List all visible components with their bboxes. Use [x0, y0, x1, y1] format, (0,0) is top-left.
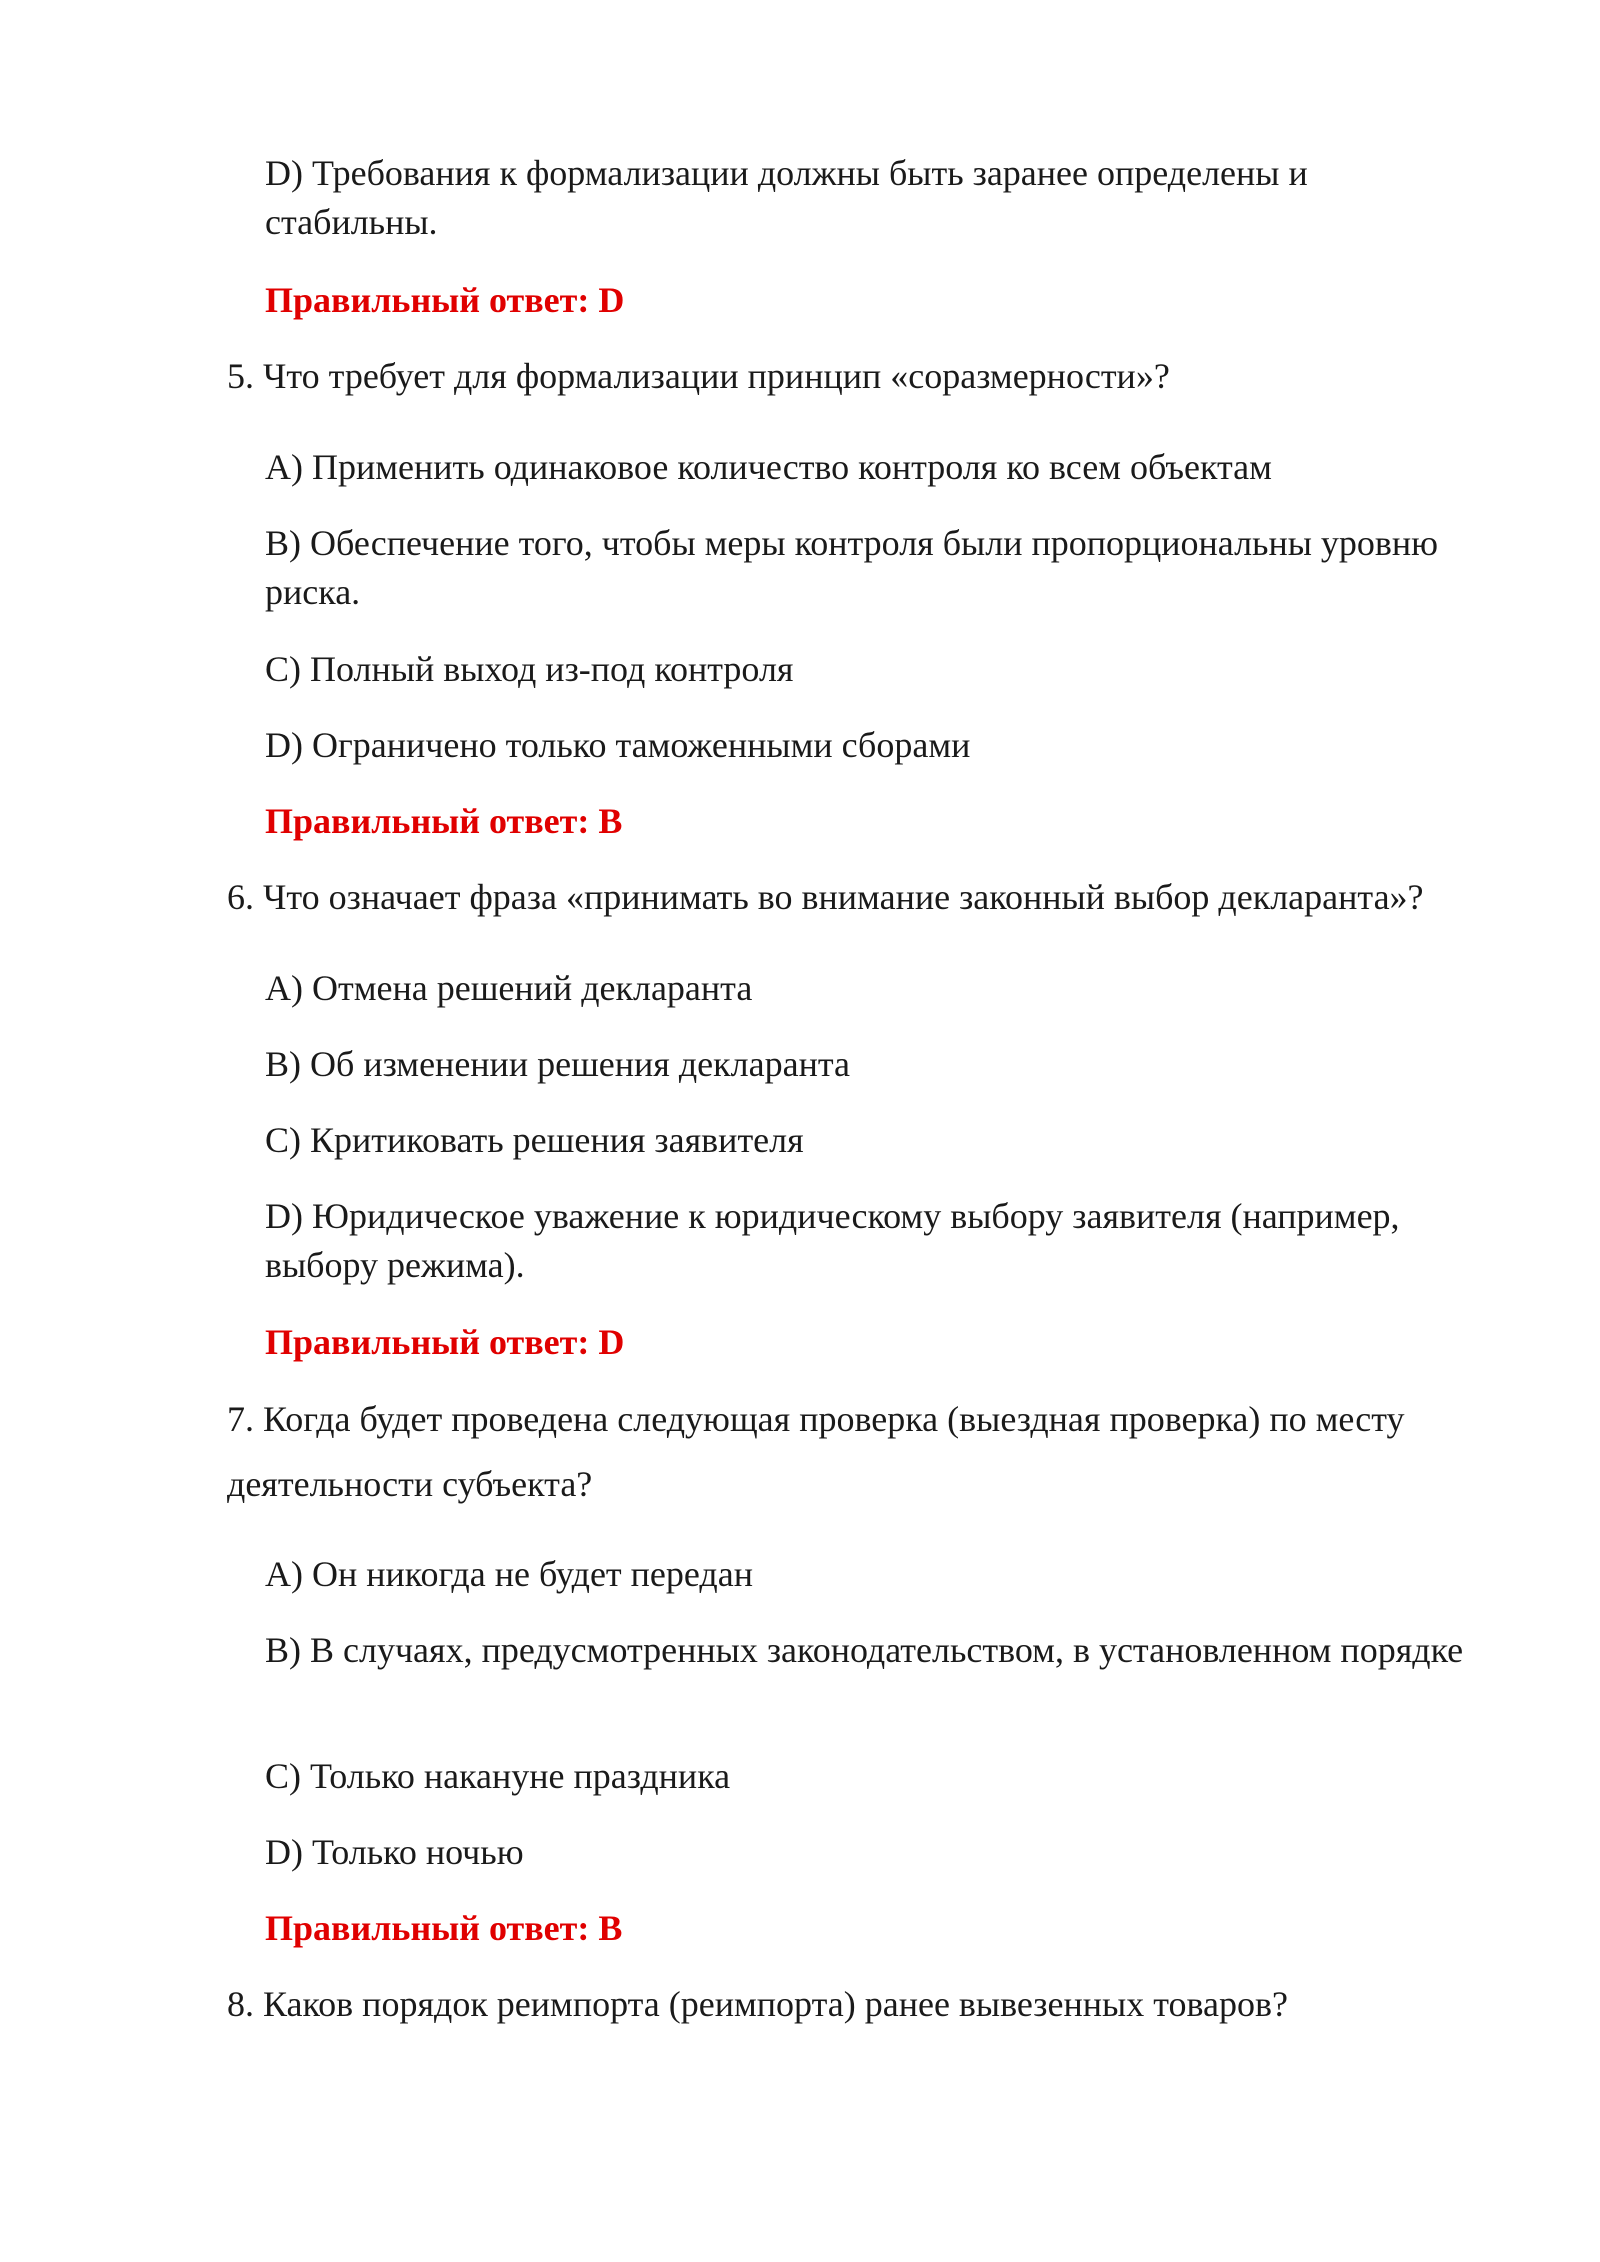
question-6-text: 6. Что означает фраза «принимать во внимание законный выбор декларанта»?: [227, 877, 1424, 917]
question-6-option-a: A) Отмена решений декларанта: [265, 968, 753, 1008]
question-8-text: 8. Каков порядок реимпорта (реимпорта) ранее вывезенных товаров?: [227, 1984, 1288, 2024]
correct-answer-label: Правильный ответ: D: [265, 280, 625, 320]
question-5-option-c: C) Полный выход из-под контроля: [265, 649, 794, 689]
option-d-text: D) Требования к формализации должны быть заранее определены и стабильны.: [265, 153, 1308, 242]
question-5-option-d: D) Ограничено только таможенными сборами: [265, 725, 971, 765]
question-6-option-b: B) Об изменении решения декларанта: [265, 1044, 850, 1084]
question-7-correct-answer: Правильный ответ: B: [265, 1908, 623, 1948]
question-7-option-a: A) Он никогда не будет передан: [265, 1554, 753, 1594]
question-7-option-c: C) Только накануне праздника: [265, 1756, 731, 1796]
question-5-option-b: B) Обеспечение того, чтобы меры контроля были пропорциональны уровню риска.: [265, 523, 1439, 612]
question-6-option-c: C) Критиковать решения заявителя: [265, 1120, 804, 1160]
question-6-correct-answer: Правильный ответ: D: [265, 1322, 625, 1362]
question-7-option-b: B) В случаях, предусмотренных законодательством, в установленном порядке: [265, 1630, 1464, 1670]
question-7-text: 7. Когда будет проведена следующая проверка (выездная проверка) по месту деятельности субъекта?: [227, 1399, 1405, 1504]
question-5-correct-answer: Правильный ответ: B: [265, 801, 623, 841]
question-7-option-d: D) Только ночью: [265, 1832, 524, 1872]
question-6-option-d: D) Юридическое уважение к юридическому выбору заявителя (например, выбору режима).: [265, 1196, 1400, 1285]
question-5-text: 5. Что требует для формализации принцип «соразмерности»?: [227, 356, 1170, 396]
question-5-option-a: A) Применить одинаковое количество контроля ко всем объектам: [265, 447, 1272, 487]
